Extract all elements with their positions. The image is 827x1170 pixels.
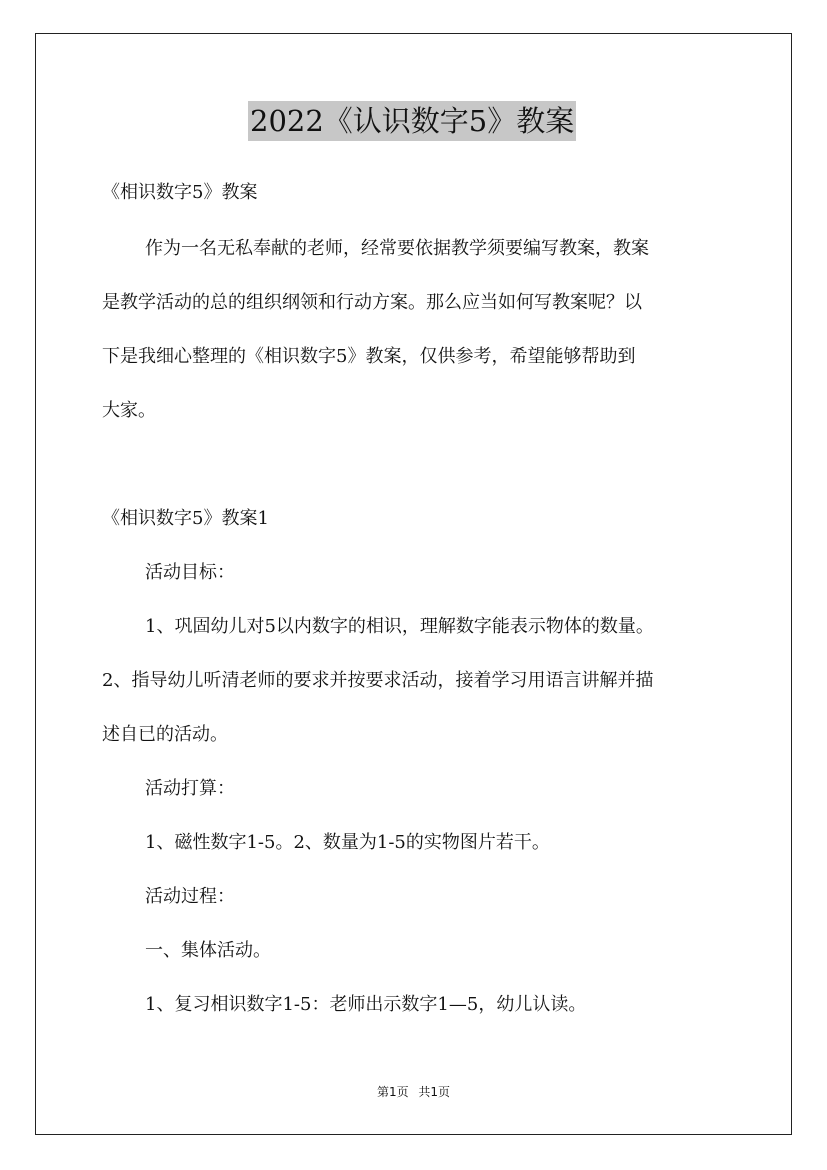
section-label: 活动过程： <box>145 886 235 907</box>
paragraph-line: 1、巩固幼儿对5以内数字的相识，理解数字能表示物体的数量。 <box>145 616 654 637</box>
subtitle-line: 《相识数字5》教案 <box>102 182 258 203</box>
document-title: 2022《认识数字5》教案 <box>248 101 576 141</box>
paragraph-line: 作为一名无私奉献的老师，经常要依据教学须要编写教案，教案 <box>145 238 649 259</box>
paragraph-line: 是教学活动的总的组织纲领和行动方案。那么应当如何写教案呢？以 <box>102 292 642 313</box>
section-label: 活动目标： <box>145 562 235 583</box>
paragraph-line: 1、复习相识数字1-5：老师出示数字1—5，幼儿认读。 <box>145 994 587 1015</box>
page-footer <box>0 1083 827 1100</box>
paragraph-line: 1、磁性数字1-5。2、数量为1-5的实物图片若干。 <box>145 832 550 853</box>
paragraph-line: 大家。 <box>102 400 156 421</box>
page-total: 共1页 <box>418 1085 451 1099</box>
paragraph-line: 述自已的活动。 <box>102 724 228 745</box>
paragraph-line: 2、指导幼儿听清老师的要求并按要求活动，接着学习用语言讲解并描 <box>102 670 654 691</box>
section-label: 活动打算： <box>145 778 235 799</box>
page-number: 第1页 <box>376 1085 409 1099</box>
section-heading: 《相识数字5》教案1 <box>102 508 269 529</box>
paragraph-line: 下是我细心整理的《相识数字5》教案，仅供参考，希望能够帮助到 <box>102 346 636 367</box>
paragraph-line: 一、集体活动。 <box>145 940 271 961</box>
